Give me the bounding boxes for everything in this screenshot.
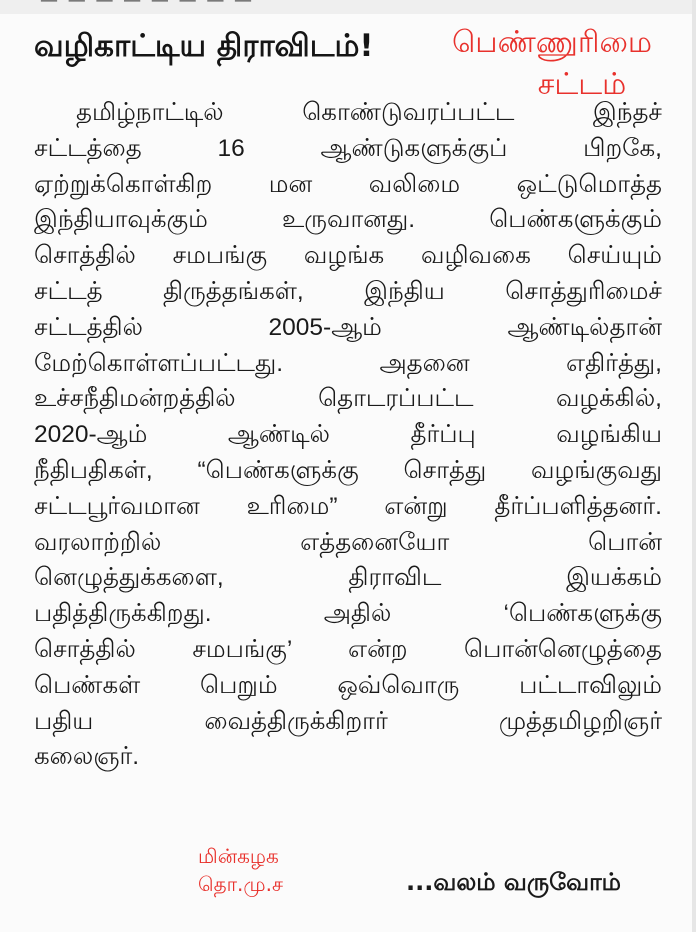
handwritten-red-signature	[198, 842, 283, 898]
body-line: நீதிபதிகள், “பெண்களுக்கு சொத்து வழங்குவது	[34, 456, 662, 484]
red-title-line-1: பெண்ணுரிமை	[451, 25, 653, 60]
body-line: வரலாற்றில் எத்தனையோ பொன்	[34, 528, 662, 556]
body-line: சட்டபூர்வமான உரிமை” என்று தீர்ப்பளித்தனர்.	[34, 492, 662, 520]
body-line: மேற்கொள்ளப்பட்டது. அதனை எதிர்த்து,	[34, 349, 662, 377]
page-edge	[692, 0, 696, 932]
body-line: சொத்தில் சமபங்கு வழங்க வழிவகை செய்யும்	[34, 242, 662, 270]
body-line: னெழுத்துக்களை, திராவிட இயக்கம்	[34, 564, 662, 592]
red-title-line-2: சட்டம்	[537, 67, 627, 102]
body-line: சொத்தில் சமபங்கு’ என்ற பொன்னெழுத்தை	[34, 635, 662, 663]
body-line: தமிழ்நாட்டில் கொண்டுவரப்பட்ட இந்தச்	[76, 99, 662, 126]
body-line: கலைஞர்.	[34, 743, 140, 771]
body-line: இந்தியாவுக்கும் உருவானது. பெண்களுக்கும்	[34, 206, 662, 234]
body-line: சட்டத்தை 16 ஆண்டுகளுக்குப் பிறகே,	[34, 134, 662, 162]
signature-line-2: தொ.மு.ச	[198, 872, 284, 896]
body-line: பெண்கள் பெறும் ஒவ்வொரு பட்டாவிலும்	[34, 671, 662, 699]
article-headline: வழிகாட்டிய திராவிடம்!	[34, 28, 374, 64]
handwritten-red-title	[412, 22, 692, 106]
body-line: சட்டத் திருத்தங்கள், இந்திய சொத்துரிமைச்	[34, 277, 662, 305]
article-body	[34, 95, 662, 775]
body-line: பதிய வைத்திருக்கிறார் முத்தமிழறிஞர்	[34, 707, 662, 735]
body-line: 2020-ஆம் ஆண்டில் தீர்ப்பு வழங்கிய	[34, 421, 662, 449]
body-line: ஏற்றுக்கொள்கிற மன வலிமை ஒட்டுமொத்த	[34, 170, 662, 198]
body-line: சட்டத்தில் 2005-ஆம் ஆண்டில்தான்	[34, 313, 662, 341]
cropped-top-text: — — — — — — — —	[0, 0, 696, 14]
body-line: பதித்திருக்கிறது. அதில் ‘பெண்களுக்கு	[34, 600, 662, 628]
article-signoff: ...வலம் வருவோம்	[406, 868, 621, 896]
signature-line-1: மின்கழக	[198, 844, 279, 868]
body-line: உச்சநீதிமன்றத்தில் தொடரப்பட்ட வழக்கில்,	[34, 385, 662, 413]
